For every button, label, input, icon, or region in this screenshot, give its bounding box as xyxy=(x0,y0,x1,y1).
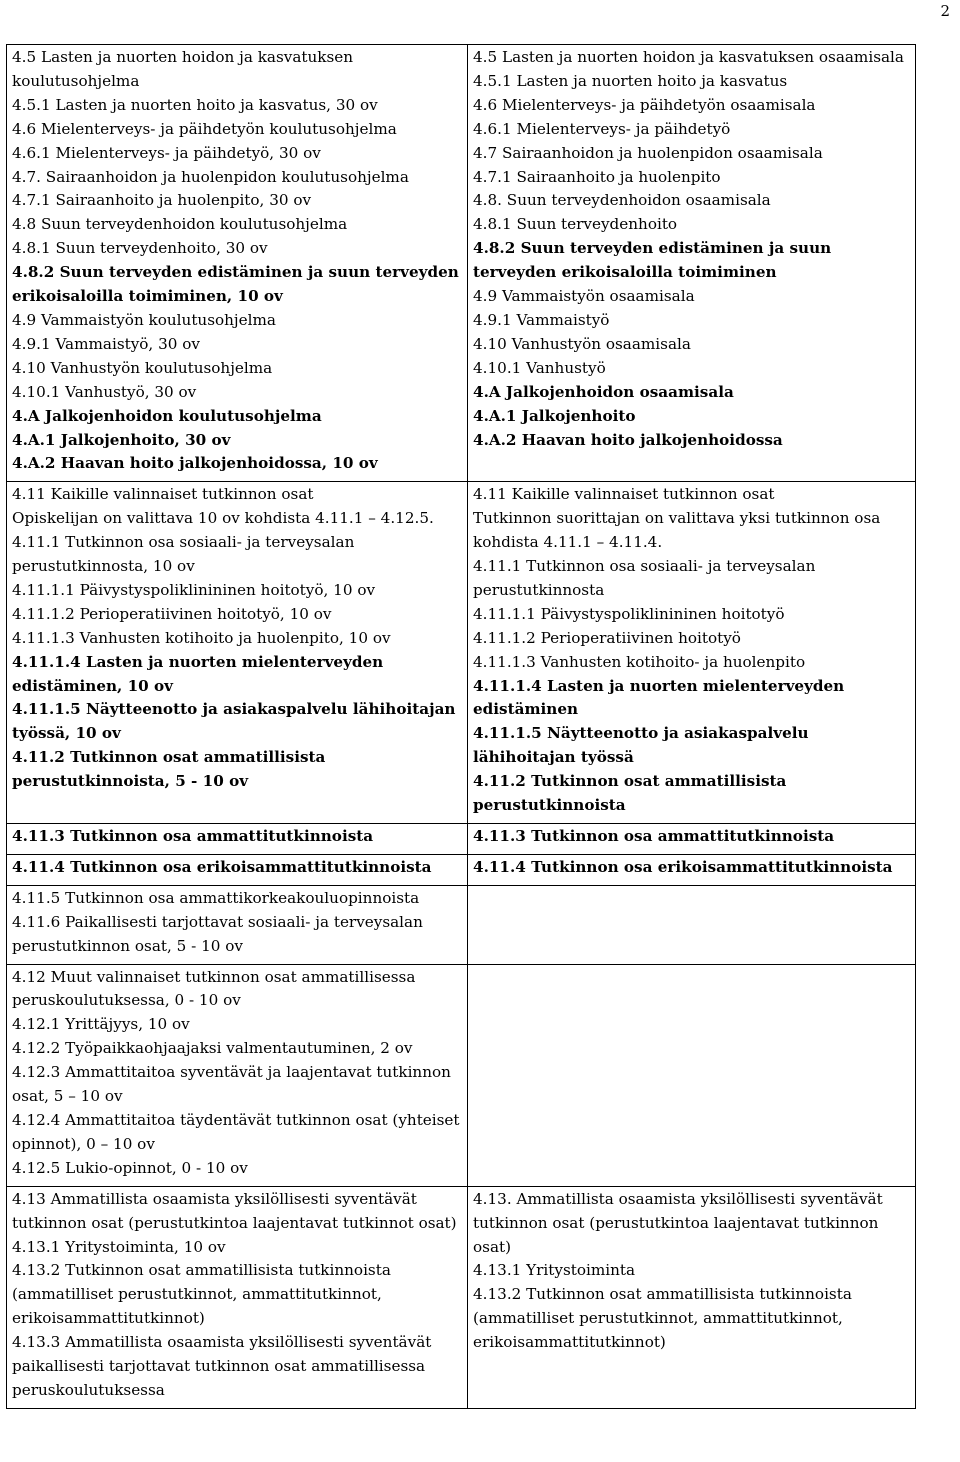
table-line: 4.5 Lasten ja nuorten hoidon ja kasvatuksen osaamisala xyxy=(473,48,904,66)
table-line: 4.11.6 Paikallisesti tarjottavat sosiaali- ja terveysalan perustutkinnon osat, 5 - 10 ov xyxy=(12,912,423,955)
table-line: 4.12.4 Ammattitaitoa täydentävät tutkinnon osat (yhteiset opinnot), 0 – 10 ov xyxy=(12,1110,460,1153)
table-line: 4.13.2 Tutkinnon osat ammatillisista tutkinnoista (ammatilliset perustutkinnot, ammattitutkinnot, erikoisammattitutkinnot) xyxy=(473,1285,852,1352)
old-program-cell xyxy=(7,964,468,1186)
table-line: 4.5.1 Lasten ja nuorten hoito ja kasvatus xyxy=(473,71,788,90)
table-line: 4.11 Kaikille valinnaiset tutkinnon osat xyxy=(12,485,314,504)
table-line: 4.11.1.1 Päivystyspoliklinininen hoitotyö, 10 ov xyxy=(12,580,376,599)
table-line: 4.13. Ammatillista osaamista yksilöllisesti syventävät tutkinnon osat (perustutkintoa laajentavat tutkinnon osat) xyxy=(473,1189,883,1256)
table-line: Opiskelijan on valittava 10 ov kohdista 4.11.1 – 4.12.5. xyxy=(12,509,434,528)
table-line: 4.A.2 Haavan hoito jalkojenhoidossa xyxy=(473,430,783,449)
table-line: Tutkinnon suorittajan on valittava yksi tutkinnon osa kohdista 4.11.1 – 4.11.4. xyxy=(473,509,881,552)
table-line: 4.A Jalkojenhoidon koulutusohjelma xyxy=(12,406,322,425)
table-line: 4.11.1.2 Perioperatiivinen hoitotyö xyxy=(473,628,741,647)
table-line: 4.13 Ammatillista osaamista yksilöllisesti syventävät tutkinnon osat (perustutkintoa laajentavat tutkinnot osat) xyxy=(12,1189,457,1232)
table-line: 4.6 Mielenterveys- ja päihdetyön osaamisala xyxy=(473,95,816,114)
table-line: 4.11.1.3 Vanhusten kotihoito ja huolenpito, 10 ov xyxy=(12,628,391,647)
table-line: 4.13.1 Yritystoiminta xyxy=(473,1261,636,1280)
table-line: 4.8. Suun terveydenhoidon osaamisala xyxy=(473,191,771,210)
table-row xyxy=(7,1186,916,1408)
table-line: 4.A.1 Jalkojenhoito xyxy=(473,406,636,425)
table-line: 4.11.1.4 Lasten ja nuorten mielenterveyden edistäminen, 10 ov xyxy=(12,652,384,695)
page-number: 2 xyxy=(940,2,950,20)
new-program-cell xyxy=(468,824,916,855)
table-line: 4.11.4 Tutkinnon osa erikoisammattitutkinnoista xyxy=(12,857,432,876)
table-line: 4.11.3 Tutkinnon osa ammattitutkinnoista xyxy=(473,827,835,845)
table-line: 4.A Jalkojenhoidon osaamisala xyxy=(473,382,734,401)
table-line: 4.12 Muut valinnaiset tutkinnon osat ammatillisessa peruskoulutuksessa, 0 - 10 ov xyxy=(12,967,416,1010)
table-line: 4.11.4 Tutkinnon osa erikoisammattitutkinnoista xyxy=(473,857,893,876)
table-line: 4.8 Suun terveydenhoidon koulutusohjelma xyxy=(12,215,348,234)
table-line: 4.6.1 Mielenterveys- ja päihdetyö, 30 ov xyxy=(12,143,321,162)
table-line: 4.7.1 Sairaanhoito ja huolenpito xyxy=(473,167,721,186)
table-line: 4.10 Vanhustyön koulutusohjelma xyxy=(12,358,273,377)
table-line: 4.8.1 Suun terveydenhoito, 30 ov xyxy=(12,239,268,258)
table-line: 4.9 Vammaistyön koulutusohjelma xyxy=(12,310,276,329)
table-line: 4.8.1 Suun terveydenhoito xyxy=(473,215,678,234)
table-line: 4.13.2 Tutkinnon osat ammatillisista tutkinnoista (ammatilliset perustutkinnot, ammattitutkinnot, erikoisammattitutkinnot) xyxy=(12,1261,391,1328)
new-program-cell xyxy=(468,482,916,824)
table-line: 4.13.3 Ammatillista osaamista yksilöllisesti syventävät paikallisesti tarjottavat tutkinnon osat ammatillisessa peruskoulutuksessa xyxy=(12,1333,432,1399)
table-row xyxy=(7,854,916,885)
table-row xyxy=(7,482,916,824)
table-row xyxy=(7,824,916,855)
table-line: 4.9.1 Vammaistyö, 30 ov xyxy=(12,334,200,353)
table-line: 4.5.1 Lasten ja nuorten hoito ja kasvatus, 30 ov xyxy=(12,95,378,114)
table-line: 4.11.5 Tutkinnon osa ammattikorkeakouluopinnoista xyxy=(12,888,420,907)
table-line: 4.11.1 Tutkinnon osa sosiaali- ja terveysalan perustutkinnosta, 10 ov xyxy=(12,533,355,576)
table-line: 4.6 Mielenterveys- ja päihdetyön koulutusohjelma xyxy=(12,119,397,138)
table-line: 4.6.1 Mielenterveys- ja päihdetyö xyxy=(473,119,731,138)
table-line: 4.11 Kaikille valinnaiset tutkinnon osat xyxy=(473,485,775,504)
table-line: 4.7. Sairaanhoidon ja huolenpidon koulutusohjelma xyxy=(12,167,409,186)
table-line: 4.11.3 Tutkinnon osa ammattitutkinnoista xyxy=(12,827,374,845)
old-program-cell xyxy=(7,1186,468,1408)
table-line: 4.A.2 Haavan hoito jalkojenhoidossa, 10 ov xyxy=(12,454,378,473)
new-program-cell xyxy=(468,964,916,1186)
table-line: 4.12.1 Yrittäjyys, 10 ov xyxy=(12,1015,190,1034)
table-line: 4.13.1 Yritystoiminta, 10 ov xyxy=(12,1237,226,1256)
table-line: 4.11.1.5 Näytteenotto ja asiakaspalvelu lähihoitajan työssä, 10 ov xyxy=(12,700,456,743)
table-line: 4.11.1.3 Vanhusten kotihoito- ja huolenpito xyxy=(473,652,806,671)
table-line: 4.11.1.1 Päivystyspoliklinininen hoitotyö xyxy=(473,604,785,623)
table-line: 4.11.1.4 Lasten ja nuorten mielenterveyden edistäminen xyxy=(473,676,845,719)
table-line: 4.7 Sairaanhoidon ja huolenpidon osaamisala xyxy=(473,143,823,162)
table-line: 4.10 Vanhustyön osaamisala xyxy=(473,334,691,353)
old-program-cell xyxy=(7,885,468,964)
old-program-cell xyxy=(7,824,468,855)
table-line: 4.5 Lasten ja nuorten hoidon ja kasvatuksen koulutusohjelma xyxy=(12,48,354,90)
comparison-table xyxy=(6,44,916,1409)
old-program-cell xyxy=(7,45,468,482)
table-line: 4.12.5 Lukio-opinnot, 0 - 10 ov xyxy=(12,1158,248,1177)
table-line: 4.12.3 Ammattitaitoa syventävät ja laajentavat tutkinnon osat, 5 – 10 ov xyxy=(12,1063,451,1106)
new-program-cell xyxy=(468,854,916,885)
table-row xyxy=(7,45,916,482)
table-line: 4.11.2 Tutkinnon osat ammatillisista perustutkinnoista xyxy=(473,772,787,815)
new-program-cell xyxy=(468,1186,916,1408)
table-line: 4.A.1 Jalkojenhoito, 30 ov xyxy=(12,430,231,449)
table-line: 4.8.2 Suun terveyden edistäminen ja suun terveyden erikoisaloilla toimiminen xyxy=(473,239,832,282)
table-line: 4.11.1.2 Perioperatiivinen hoitotyö, 10 ov xyxy=(12,604,332,623)
table-line: 4.11.1 Tutkinnon osa sosiaali- ja terveysalan perustutkinnosta xyxy=(473,557,816,599)
table-line: 4.11.2 Tutkinnon osat ammatillisista perustutkinnoista, 5 - 10 ov xyxy=(12,748,326,791)
new-program-cell xyxy=(468,885,916,964)
old-program-cell xyxy=(7,482,468,824)
table-line: 4.9.1 Vammaistyö xyxy=(473,310,610,329)
table-row xyxy=(7,885,916,964)
table-line: 4.10.1 Vanhustyö xyxy=(473,358,606,377)
table-line: 4.8.2 Suun terveyden edistäminen ja suun terveyden erikoisaloilla toimiminen, 10 ov xyxy=(12,263,459,306)
table-line: 4.12.2 Työpaikkaohjaajaksi valmentautuminen, 2 ov xyxy=(12,1039,413,1058)
table-line: 4.9 Vammaistyön osaamisala xyxy=(473,287,695,306)
table-body xyxy=(7,45,916,1409)
table-row xyxy=(7,964,916,1186)
table-line: 4.11.1.5 Näytteenotto ja asiakaspalvelu lähihoitajan työssä xyxy=(473,724,809,767)
old-program-cell xyxy=(7,854,468,885)
table-line: 4.7.1 Sairaanhoito ja huolenpito, 30 ov xyxy=(12,191,312,210)
table-line: 4.10.1 Vanhustyö, 30 ov xyxy=(12,382,197,401)
new-program-cell xyxy=(468,45,916,482)
